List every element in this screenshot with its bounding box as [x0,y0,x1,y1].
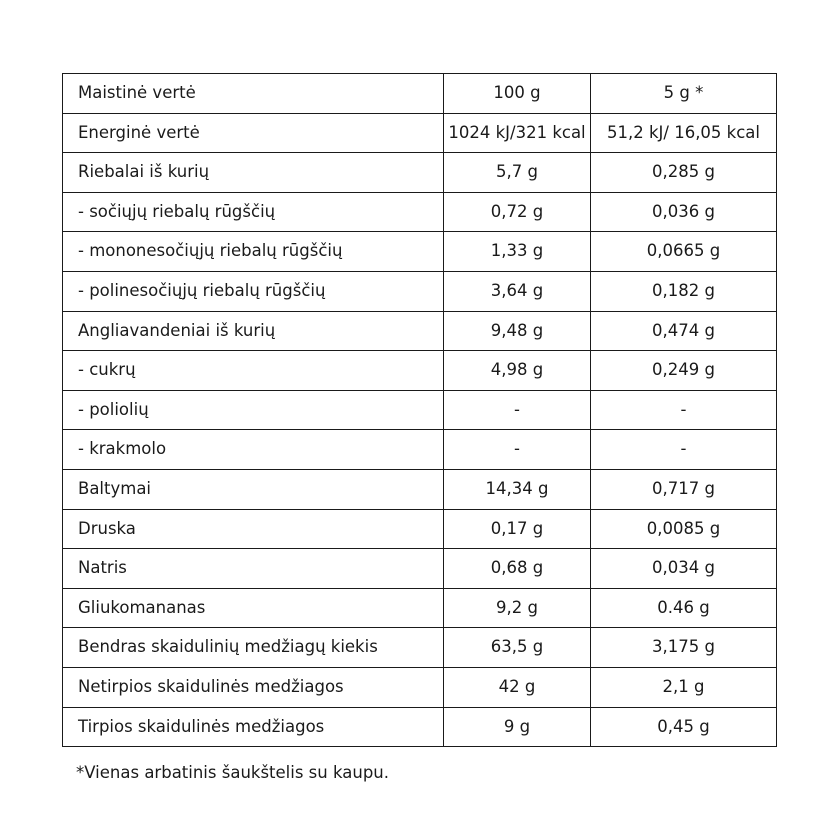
per-5g-cell: 0,182 g [591,271,777,311]
table-row [63,509,777,549]
nutrient-label-cell: Bendras skaidulinių medžiagų kiekis [63,628,444,668]
table-row [63,588,777,628]
table-row [63,311,777,351]
per-5g-cell: 3,175 g [591,628,777,668]
table-row [63,74,777,114]
per-100g-cell: 4,98 g [444,351,591,391]
per-100g-cell: 0,17 g [444,509,591,549]
per-100g-cell: 0,72 g [444,192,591,232]
nutrient-label-cell: Maistinė vertė [63,74,444,114]
per-5g-cell: 2,1 g [591,667,777,707]
table-row [63,153,777,193]
nutrient-label-cell: Angliavandeniai iš kurių [63,311,444,351]
per-100g-cell: 5,7 g [444,153,591,193]
nutrient-label-cell: - poliolių [63,390,444,430]
per-5g-cell: 0,45 g [591,707,777,747]
table-row [63,628,777,668]
table-row [63,469,777,509]
table-row [63,271,777,311]
table-row [63,707,777,747]
per-100g-cell: 9,48 g [444,311,591,351]
per-100g-cell: 100 g [444,74,591,114]
nutrient-label-cell: Netirpios skaidulinės medžiagos [63,667,444,707]
per-100g-cell: 63,5 g [444,628,591,668]
nutrition-table-body [63,74,777,747]
table-row [63,549,777,589]
nutrient-label-cell: Energinė vertė [63,113,444,153]
nutrition-table-container [62,73,760,747]
per-5g-cell: 5 g * [591,74,777,114]
nutrient-label-cell: - mononesočiųjų riebalų rūgščių [63,232,444,272]
nutrient-label-cell: Natris [63,549,444,589]
nutrient-label-cell: Riebalai iš kurių [63,153,444,193]
per-5g-cell: 0,717 g [591,469,777,509]
table-row [63,232,777,272]
per-100g-cell: 1024 kJ/321 kcal [444,113,591,153]
per-5g-cell: 0,036 g [591,192,777,232]
nutrient-label-cell: - krakmolo [63,430,444,470]
per-5g-cell: 0,249 g [591,351,777,391]
per-100g-cell: 9,2 g [444,588,591,628]
table-row [63,390,777,430]
per-100g-cell: 14,34 g [444,469,591,509]
footnote: *Vienas arbatinis šaukštelis su kaupu. [76,763,389,782]
per-100g-cell: 1,33 g [444,232,591,272]
per-5g-cell: - [591,430,777,470]
nutrient-label-cell: - polinesočiųjų riebalų rūgščių [63,271,444,311]
table-row [63,192,777,232]
per-5g-cell: 0,285 g [591,153,777,193]
per-100g-cell: 42 g [444,667,591,707]
table-row [63,667,777,707]
per-100g-cell: 0,68 g [444,549,591,589]
per-100g-cell: - [444,430,591,470]
table-row [63,430,777,470]
nutrient-label-cell: Baltymai [63,469,444,509]
nutrient-label-cell: - cukrų [63,351,444,391]
table-row [63,351,777,391]
per-100g-cell: 9 g [444,707,591,747]
per-5g-cell: - [591,390,777,430]
nutrient-label-cell: - sočiųjų riebalų rūgščių [63,192,444,232]
per-5g-cell: 0,0085 g [591,509,777,549]
nutrient-label-cell: Tirpios skaidulinės medžiagos [63,707,444,747]
nutrient-label-cell: Gliukomananas [63,588,444,628]
per-5g-cell: 0,034 g [591,549,777,589]
nutrition-table [62,73,777,747]
table-row [63,113,777,153]
per-5g-cell: 0,474 g [591,311,777,351]
per-5g-cell: 0,0665 g [591,232,777,272]
per-5g-cell: 51,2 kJ/ 16,05 kcal [591,113,777,153]
per-100g-cell: - [444,390,591,430]
per-5g-cell: 0.46 g [591,588,777,628]
nutrient-label-cell: Druska [63,509,444,549]
per-100g-cell: 3,64 g [444,271,591,311]
